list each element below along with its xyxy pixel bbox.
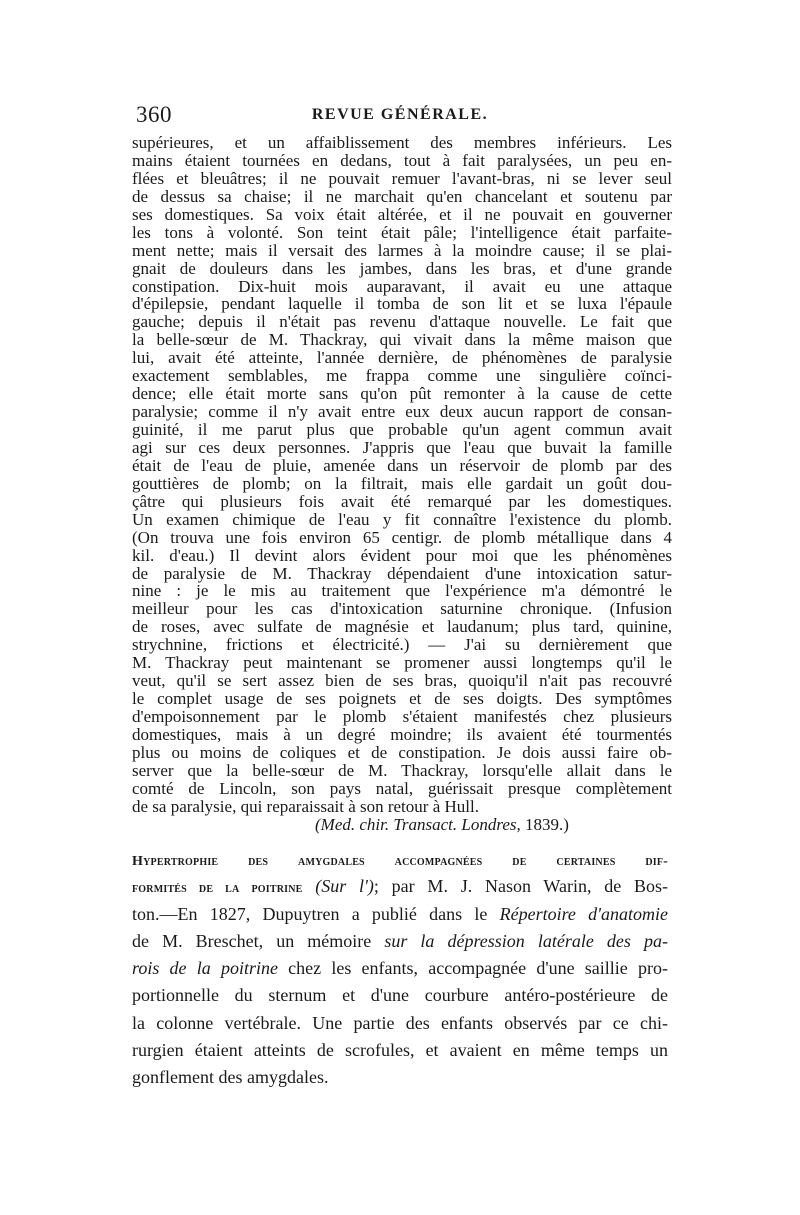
text-line: supérieures, et un affaiblissement des membres inférieurs. Les xyxy=(132,133,672,152)
text-line xyxy=(132,928,668,955)
citation xyxy=(132,816,672,838)
text-line: d'empoisonnement par le plomb s'étaient manifestés chez plusieurs xyxy=(132,707,672,726)
text-line: strychnine, frictions et électricité.) — J'ai su dernièrement que xyxy=(132,635,672,655)
text-line: kil. d'eau.) Il devint alors évident pour moi que les phénomènes xyxy=(132,545,672,565)
body-text xyxy=(132,134,672,838)
text-line: nine : je le mis au traitement que l'expérience m'a démontré le xyxy=(132,581,672,601)
text-line: flées et bleuâtres; il ne pouvait remuer l'avant-bras, ni se lever seul xyxy=(132,168,672,188)
text-line: agi sur ces deux personnes. J'appris que l'eau que buvait la famille xyxy=(132,437,672,457)
running-title: REVUE GÉNÉRALE. xyxy=(311,106,489,123)
text-line: gauche; depuis il n'était pas revenu d'attaque nouvelle. Le fait que xyxy=(132,312,672,332)
text-span: chez les enfants, accompagnée d'une saillie pro- xyxy=(277,958,668,979)
page-header xyxy=(136,102,664,132)
text-line: guinité, il me parut plus que probable qu'un agent commun avait xyxy=(132,420,672,439)
text-line: (On trouva une fois environ 65 centigr. de plomb métallique dans 4 xyxy=(132,527,672,547)
text-line: constipation. Dix-huit mois auparavant, il avait eu une attaque xyxy=(132,276,672,296)
text-line: les tons à volonté. Son teint était pâle; l'intelligence était parfaite- xyxy=(132,222,672,242)
text-line: de roses, avec sulfate de magnésie et laudanum; plus tard, quinine, xyxy=(132,617,672,637)
italic-title: rois de la poitrine xyxy=(132,958,278,979)
text-line: dence; elle était morte sans qu'on pût remonter à la cause de cette xyxy=(132,384,672,404)
text-line: gnait de douleurs dans les jambes, dans les bras, et d'une grande xyxy=(132,258,672,278)
text-line xyxy=(132,901,668,928)
text-line: plus ou moins de coliques et de constipation. Je dois aussi faire ob- xyxy=(132,742,672,762)
text-line xyxy=(132,955,668,982)
text-line: rurgien étaient atteints de scrofules, et avaient en même temps un xyxy=(132,1040,668,1061)
text-line: de paralysie de M. Thackray dépendaient d'une intoxication satur- xyxy=(132,563,672,583)
text-line xyxy=(132,873,668,900)
text-span: de M. Breschet, un mémoire xyxy=(132,930,385,951)
text-line: comté de Lincoln, son pays natal, guérissait presque complètement xyxy=(132,778,672,798)
section-author: ; par M. J. Nason Warin, de Bos- xyxy=(373,876,668,897)
text-line: ment nette; mais il versait des larmes à la moindre cause; il se plai- xyxy=(132,240,672,260)
text-line: server que la belle-sœur de M. Thackray, lorsqu'elle allait dans le xyxy=(132,760,672,780)
text-line: de dessus sa chaise; il ne marchait qu'en chancelant et soutenu par xyxy=(132,186,672,206)
text-line: exactement semblables, me frappa comme une singulière coïnci- xyxy=(132,366,672,386)
text-line: ses domestiques. Sa voix était altérée, et il ne pouvait en gouverner xyxy=(132,204,672,224)
italic-title: sur la dépression latérale des pa- xyxy=(384,930,668,951)
text-line: çâtre qui plusieurs fois avait été remarqué par les domestiques. xyxy=(132,491,672,511)
article-section xyxy=(132,846,668,1092)
text-line: d'épilepsie, pendant laquelle il tomba de son lit et se luxa l'épaule xyxy=(132,294,672,314)
text-line: gouttières de plomb; on la filtrait, mais elle gardait un goût dou- xyxy=(132,473,672,493)
text-line: gonflement des amygdales. xyxy=(132,1067,329,1088)
section-heading: Hypertrophie des amygdales accompagnées de certaines dif- xyxy=(132,854,668,869)
section-sur: (Sur l') xyxy=(315,876,374,897)
text-line: la colonne vertébrale. Une partie des enfants observés par ce chi- xyxy=(132,1012,668,1033)
text-line: lui, avait été atteinte, l'année dernière, de phénomènes de paralysie xyxy=(132,348,672,368)
text-line: la belle-sœur de M. Thackray, qui vivait dans la même maison que xyxy=(132,330,672,350)
text-line: mains étaient tournées en dedans, tout à fait paralysées, un peu en- xyxy=(132,150,672,170)
citation-year: 1839.) xyxy=(525,814,569,834)
italic-title: Répertoire d'anatomie xyxy=(499,903,668,924)
text-line: domestiques, mais à un degré moindre; ils avaient été tourmentés xyxy=(132,724,672,744)
section-heading-cont: formités de la poitrine xyxy=(132,881,303,897)
text-line: Un examen chimique de l'eau y fit connaître l'existence du plomb. xyxy=(132,509,672,529)
citation-source: (Med. chir. Transact. Londres, xyxy=(315,814,521,834)
text-line: de sa paralysie, qui reparaissait à son retour à Hull. xyxy=(132,796,479,816)
text-line: le complet usage de ses poignets et de ses doigts. Des symptômes xyxy=(132,689,672,709)
text-line: était de l'eau de pluie, amenée dans un réservoir de plomb par des xyxy=(132,455,672,475)
text-line: M. Thackray peut maintenant se promener aussi longtemps qu'il le xyxy=(132,653,672,673)
page-number: 360 xyxy=(136,102,172,127)
text-line: meilleur pour les cas d'intoxication saturnine chronique. (Infusion xyxy=(132,599,672,619)
text-line: veut, qu'il se sert assez bien de ses bras, quoiqu'il n'ait pas recouvré xyxy=(132,671,672,691)
text-span: ton.—En 1827, Dupuytren a publié dans le xyxy=(132,903,500,924)
text-line: portionnelle du sternum et d'une courbure antéro-postérieure de xyxy=(132,985,668,1006)
section-heading-line xyxy=(132,846,668,873)
text-line: paralysie; comme il n'y avait entre eux deux aucun rapport de consan- xyxy=(132,402,672,422)
